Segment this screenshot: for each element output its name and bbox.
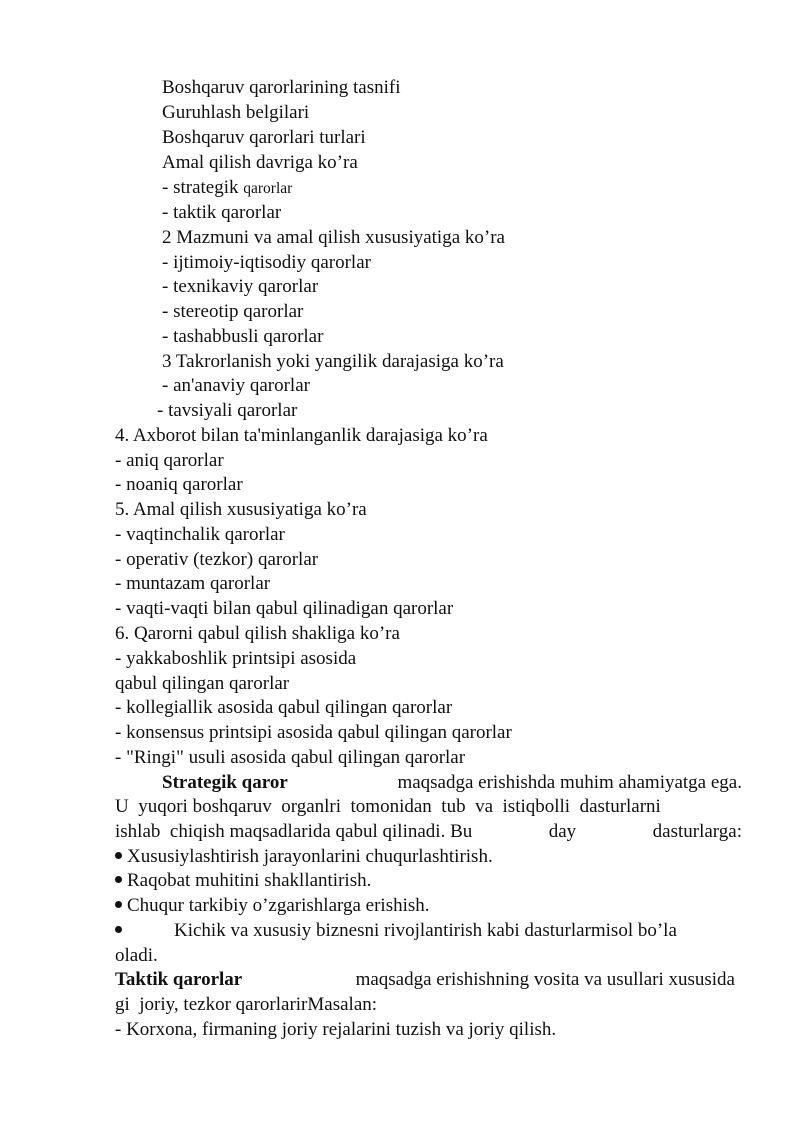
by-action-heading: 5. Amal qilish xususiyatiga ko’ra — [115, 499, 367, 520]
bullet-icon — [115, 901, 122, 908]
tactical-term: Taktik qarorlar — [115, 969, 243, 990]
strategic-line3-part1: ishlab chiqish maqsadlarida qabul qilinadi. Bu — [115, 821, 473, 842]
ringi-item: - "Ringi" usuli asosida qabul qilingan qarorlar — [115, 747, 466, 768]
sole-item-line1: - yakkaboshlik printsipi asosida — [115, 648, 357, 669]
imprecise-item: - noaniq qarorlar — [115, 474, 243, 495]
regular-item: - muntazam qarorlar — [115, 573, 271, 594]
strategic-line3-part2: day — [548, 821, 577, 842]
strategic-line1-rest: maqsadga erishishda muhim ahamiyatga ega. — [392, 772, 742, 793]
bullet-item — [115, 845, 742, 869]
consensus-item: - konsensus printsipi asosida qabul qilingan qarorlar — [115, 722, 512, 743]
bullet-item — [115, 869, 742, 893]
periodic-item: - vaqti-vaqti bilan qabul qilinadigan qarorlar — [115, 598, 454, 619]
by-novelty-heading: 3 Takrorlanish yoki yangilik darajasiga ko’ra — [162, 351, 504, 372]
bullet-item — [115, 919, 742, 943]
bullet-text: Raqobat muhitini shakllantirish. — [127, 870, 372, 891]
decision-types-heading: Boshqaruv qarorlari turlari — [162, 127, 366, 148]
by-form-heading: 6. Qarorni qabul qilish shakliga ko’ra — [115, 623, 400, 644]
technical-item: - texnikaviy qarorlar — [162, 276, 319, 297]
grouping-signs-heading: Guruhlash belgilari — [162, 102, 310, 123]
bullet-icon — [115, 852, 122, 859]
tactical-line1-rest: maqsadga erishishning vosita va usullari xususida — [350, 969, 735, 990]
bullet-icon — [115, 876, 122, 883]
tactical-paragraph-line3: - Korxona, firmaning joriy rejalarini tuzish va joriy qilish. — [115, 1019, 557, 1040]
tactical-paragraph-line2: gi joriy, tezkor qarorlarirMasalan: — [115, 994, 378, 1015]
bullet-item — [115, 894, 742, 918]
strategic-item-prefix: - strategik — [162, 177, 244, 198]
bullet-text: Xususiylashtirish jarayonlarini chuqurlashtirish. — [127, 846, 493, 867]
strategic-term: Strategik qaror — [162, 772, 288, 793]
strategic-paragraph-line3 — [115, 820, 742, 844]
strategic-paragraph-line2: U yuqori boshqaruv organlri tomonidan tub va istiqbolli dasturlarni — [115, 796, 661, 817]
operative-item: - operativ (tezkor) qarorlar — [115, 549, 319, 570]
initiative-item: - tashabbusli qarorlar — [162, 326, 324, 347]
traditional-item: - an'anaviy qarorlar — [162, 375, 310, 396]
strategic-line3-part3: dasturlarga: — [652, 821, 742, 842]
strategic-paragraph-line1 — [162, 771, 742, 795]
tactical-paragraph-line1 — [115, 968, 735, 992]
classification-title: Boshqaruv qarorlarining tasnifi — [162, 77, 401, 98]
strategic-item — [162, 176, 292, 200]
by-content-heading: 2 Mazmuni va amal qilish xususiyatiga ko’ra — [162, 227, 505, 248]
by-information-heading: 4. Axborot bilan ta'minlanganlik darajasiga ko’ra — [115, 425, 488, 446]
collegial-item: - kollegiallik asosida qabul qilingan qarorlar — [115, 697, 453, 718]
bullet-text: Kichik va xususiy biznesni rivojlantirish kabi dasturlarmisol bo’la — [174, 920, 677, 941]
bullet-text: Chuqur tarkibiy o’zgarishlarga erishish. — [127, 895, 430, 916]
temporary-item: - vaqtinchalik qarorlar — [115, 524, 285, 545]
bullet-continuation: oladi. — [115, 945, 158, 966]
stereotypical-item: - stereotip qarorlar — [162, 301, 304, 322]
sole-item-line2: qabul qilingan qarorlar — [115, 673, 290, 694]
bullet-icon — [115, 926, 122, 933]
by-period-heading: Amal qilish davriga ko’ra — [162, 152, 358, 173]
tactical-item: - taktik qarorlar — [162, 202, 282, 223]
precise-item: - aniq qarorlar — [115, 450, 224, 471]
socio-economic-item: - ijtimoiy-iqtisodiy qarorlar — [162, 252, 371, 273]
strategic-item-suffix: qarorlar — [243, 180, 293, 197]
advisory-item: - tavsiyali qarorlar — [157, 400, 298, 421]
